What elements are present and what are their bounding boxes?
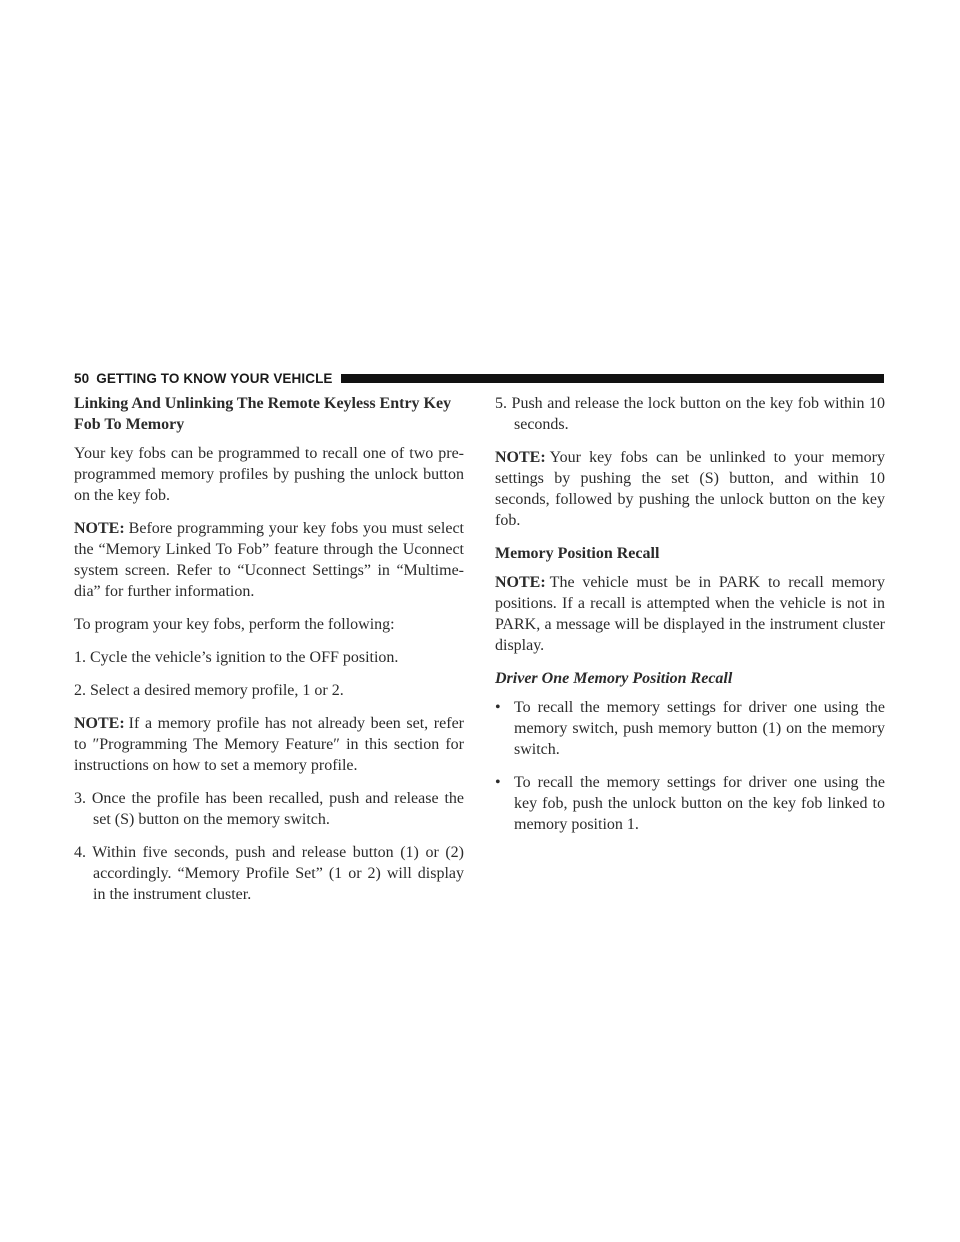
- note-label: NOTE:: [74, 520, 125, 537]
- subheading-driver-one: Driver One Memory Position Recall: [495, 670, 733, 687]
- section-heading-recall: Memory Position Recall: [495, 545, 660, 562]
- bullet-item: [495, 697, 885, 760]
- note-text: Before programming your key fobs you must select the “Memory Linked To Fob” feature through the Uconnect system screen. Refer to “Uconnect Settings” in “Multime-dia” for further information.: [74, 520, 464, 600]
- right-column: [495, 393, 885, 847]
- note-paragraph: [495, 447, 885, 531]
- header-rule: [341, 374, 884, 383]
- note-text: Your key fobs can be unlinked to your memory settings by pushing the set (S) button, and within 10 seconds, followed by pushing the unlock button on the key fob.: [495, 449, 885, 529]
- note-paragraph: [495, 572, 885, 656]
- bullet-item: [495, 772, 885, 835]
- bullet-icon: •: [495, 699, 501, 716]
- step-5: 5. Push and release the lock button on the key fob within 10 seconds.: [495, 395, 885, 433]
- note-paragraph: [74, 713, 464, 776]
- step-1: 1. Cycle the vehicle’s ignition to the OFF position.: [74, 649, 399, 666]
- note-label: NOTE:: [74, 715, 125, 732]
- note-label: NOTE:: [495, 574, 546, 591]
- step-2: 2. Select a desired memory profile, 1 or 2.: [74, 682, 344, 699]
- page-number: 50: [74, 370, 90, 386]
- bullet-text: To recall the memory settings for driver one using the memory switch, push memory button (1) on the memory switch.: [514, 699, 885, 758]
- page-header: [74, 369, 884, 387]
- section-heading-linking: Linking And Unlinking The Remote Keyless Entry Key Fob To Memory: [74, 395, 452, 433]
- left-column: [74, 393, 464, 917]
- section-title: GETTING TO KNOW YOUR VEHICLE: [96, 370, 333, 386]
- note-paragraph: [74, 518, 464, 602]
- note-label: NOTE:: [495, 449, 546, 466]
- note-text: The vehicle must be in PARK to recall memory positions. If a recall is attempted when the vehicle is not in PARK, a message will be displayed in the instrument cluster display.: [495, 574, 885, 654]
- note-text: If a memory profile has not already been set, refer to ″Programming The Memory Feature″ in this section for instructions on how to set a memory profile.: [74, 715, 464, 774]
- bullet-icon: •: [495, 774, 501, 791]
- step-3: 3. Once the profile has been recalled, push and release the set (S) button on the memory switch.: [74, 790, 464, 828]
- intro-paragraph: Your key fobs can be programmed to recall one of two pre-programmed memory profiles by pushing the unlock button on the key fob.: [74, 445, 464, 504]
- bullet-text: To recall the memory settings for driver one using the key fob, push the unlock button on the key fob linked to memory position 1.: [514, 774, 885, 833]
- program-intro: To program your key fobs, perform the following:: [74, 616, 395, 633]
- step-4: 4. Within five seconds, push and release button (1) or (2) accordingly. “Memory Profile Set” (1 or 2) will display in the instrument cluster.: [74, 844, 464, 903]
